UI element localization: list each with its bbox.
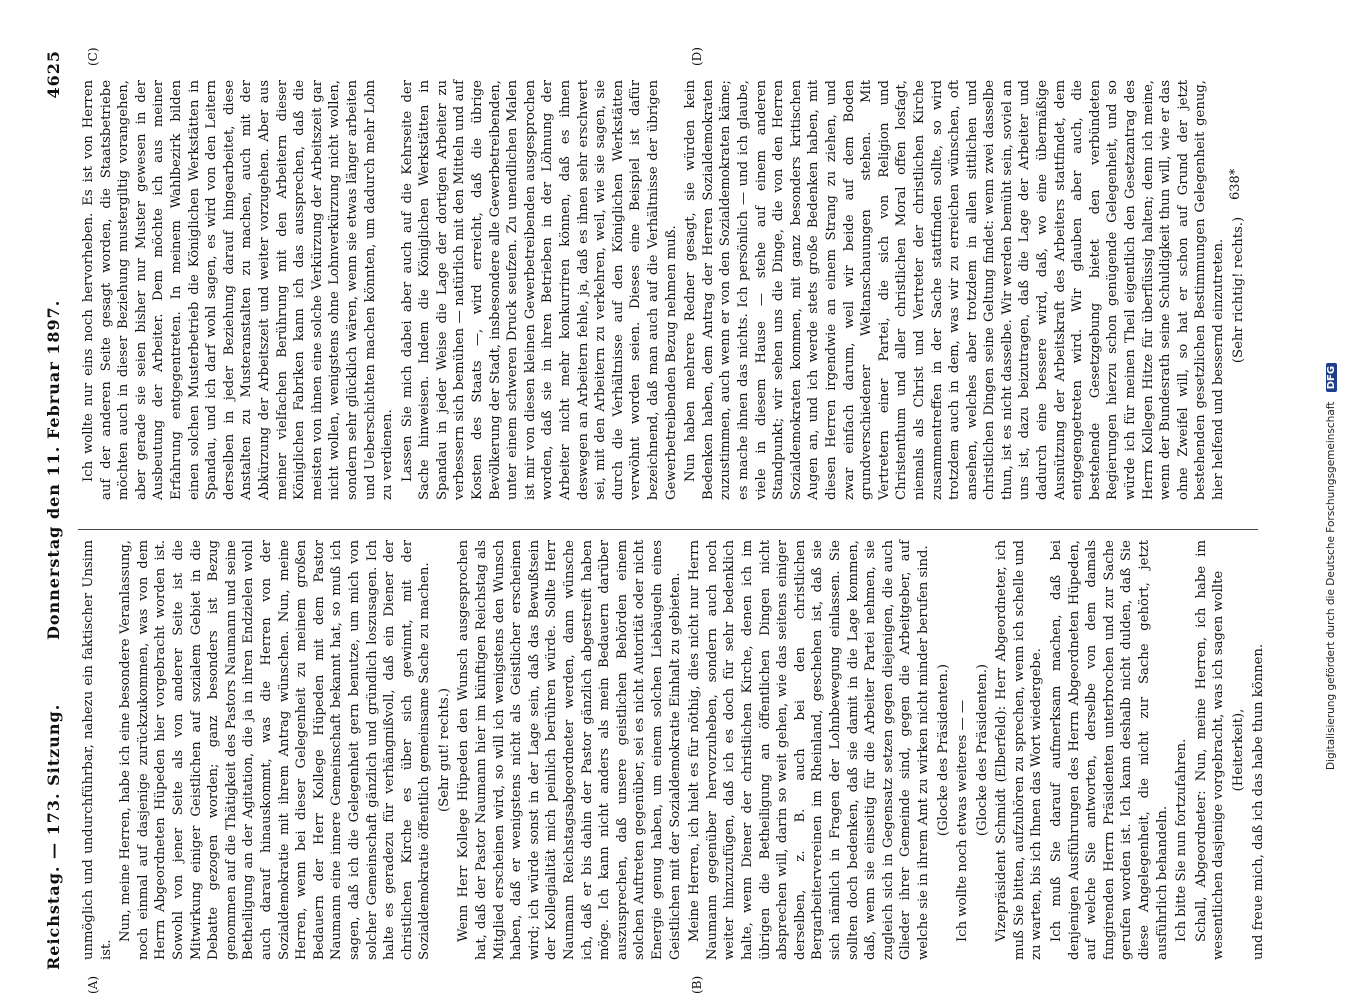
- credit-text: Digitalisierung gefördert durch die Deutsche Forschungsgemeinschaft: [1325, 401, 1337, 770]
- paragraph: Meine Herren, ich hielt es für nöthig, dies nicht nur Herrn Naumann gegenüber hervorzuheben, sondern auch noch weiter hinzuzufügen, daß ich es doch für sehr bedenklich halte, wenn Diener der christlichen Kirche, denen ich im übrigen die Betheiligung an öffentlichen Dingen nicht absprechen will, darin so weit gehen, wie das seitens einiger derselben, z. B. auch bei den christlichen Bergarbeitervereinen im Rheinland, geschehen ist, daß sie sich nämlich in Fragen der Lohnbewegung einlassen. Sie sollten doch bedenken, daß sie damit in die Lage kommen, daß, wenn sie einseitig für die Arbeiter Partei nehmen, sie zugleich sich in Gegensatz setzen gegen diejenigen, die auch Glieder ihrer Gemeinde sind, gegen die Arbeitgeber, auf welche sie in ihrem Amt zu wirken nicht minder berufen sind.: [687, 540, 931, 960]
- header-left: Reichstag. — 173. Sitzung.: [44, 703, 63, 970]
- paragraph: Ich bitte Sie nun fortzufahren.: [1174, 738, 1190, 942]
- page-header: [40, 50, 70, 970]
- paragraph: (Glocke des Präsidenten.): [935, 663, 951, 837]
- paragraph: Ich muß Sie darauf aufmerksam machen, daß bei denjenigen Ausführungen des Herrn Abgeordneten Hüpeden, auf welche Sie antworten, derselbe von dem damals fungirenden Herrn Präsidenten unterbrochen und zur Sache gerufen worden ist. Ich kann deshalb nicht dulden, daß Sie diese Angelegenheit, die nicht zur Sache gehört, jetzt ausführlich behandeln.: [1049, 540, 1170, 960]
- paragraph: Wenn Herr Kollege Hüpeden den Wunsch ausgesprochen hat, daß der Pastor Naumann hier im künftigen Reichstag als Mitglied erscheinen wird, so will ich wenigstens den Wunsch haben, daß er wenigstens nicht als Geistlicher erscheinen wird; ich würde sonst in der Lage sein, daß das Bewußtsein der Kollegialität mich peinlich berühren würde. Sollte Herr Naumann Reichstagsabgeordneter werden, dann wünsche ich, daß er bis dahin der Pastor gänzlich abgestreift haben möge. Ich kann nicht anders als mein Bedauern darüber auszusprechen, daß unsere geistlichen Behörden einem solchen Auftreten gegenüber, sei es nicht Autorität oder nicht Energie genug haben, um einem solchen Liebäugeln eines Geistlichen mit der Sozialdemokratie Einhalt zu gebieten.: [456, 540, 683, 960]
- paragraph: und freue mich, daß ich das habe thun können.: [1250, 643, 1266, 960]
- margin-marker-c: (C): [86, 47, 100, 66]
- left-column: [80, 540, 1266, 960]
- signature-mark: 638*: [1228, 168, 1243, 200]
- digitization-credit: [1325, 363, 1337, 770]
- paragraph: Nun, meine Herren, habe ich eine besondere Veranlassung, noch einmal auf dasjenige zurückzukommen, was von dem Herrn Abgeordneten Hüpeden hier vorgebracht worden ist. Sowohl von jener Seite als von anderer Seite ist die Mitwirkung einiger Geistlichen auf sozialem Gebiet in die Debatte gezogen worden; ganz besonders ist Bezug genommen auf die Thätigkeit des Pastors Naumann und seine Betheiligung an der Agitation, die ja in ihren Endzielen wohl auch darauf hinauskommt, was die Herren von der Sozialdemokratie mit ihrem Antrag wünschen. Nun, meine Herren, wenn bei dieser Gelegenheit zu meinem großen Bedauern der Herr Kollege Hüpeden mit dem Pastor Naumann eine innere Gemeinschaft bekannt hat, so muß ich sagen, daß ich die Gelegenheit gern benutze, um mich von solcher Gemeinschaft gänzlich und gründlich loszusagen. Ich halte es geradezu für verhängnißvoll, daß ein Diener der christlichen Kirche es über sich gewinnt, mit der Sozialdemokratie öffentlich gemeinsame Sache zu machen.: [118, 540, 433, 960]
- paragraph: Vizepräsident Schmidt (Elberfeld): Herr Abgeordneter, ich muß Sie bitten, aufzuhören zu sprechen, wenn ich schelle und zu warten, bis ich Ihnen das Wort wiedergebe.: [994, 540, 1045, 960]
- column-divider: [78, 529, 1258, 530]
- paragraph: unmöglich und undurchführbar, nahezu ein faktischer Unsinn ist.: [81, 540, 114, 960]
- paragraph: (Sehr richtig! rechts.): [1230, 216, 1246, 364]
- paragraph: Ich wollte nur eins noch hervorheben. Es ist von Herren auf der anderen Seite gesagt worden, die Staatsbetriebe möchten auch in dieser Beziehung mustergiltig vorangehen, aber gerade sie seien bisher nur Muster gewesen in der Ausbeutung der Arbeiter. Dem möchte ich aus meiner Erfahrung entgegentreten. In meinem Wahlbezirk bilden einen solchen Musterbetrieb die Königlichen Werkstätten in Spandau, und ich darf wohl sagen, es wird von den Leitern derselben in jeder Beziehung darauf hingearbeitet, diese Anstalten zu Musteranstalten zu machen, auch mit der Abkürzung der Arbeitszeit und weiter vorzugehen. Aber aus meiner vielfachen Berührung mit den Arbeitern dieser Königlichen Fabriken kann ich das aussprechen, daß die meisten von ihnen eine solche Verkürzung der Arbeitszeit gar nicht wollen, wenigstens ohne Lohnverkürzung nicht wollen, sondern sehr glücklich wären, wenn sie etwas länger arbeiten und Ueberschichten machen könnten, um dadurch mehr Lohn zu verdienen.: [81, 80, 396, 500]
- margin-marker-b: (B): [690, 975, 704, 994]
- header-date: Donnerstag den 11. Februar 1897.: [44, 299, 63, 640]
- paragraph: (Sehr gut! rechts.): [436, 687, 452, 813]
- paragraph: (Heiterkeit),: [1231, 708, 1246, 792]
- margin-marker-d: (D): [690, 47, 704, 66]
- paragraph: Ich wollte noch etwas weiteres — —: [955, 699, 971, 942]
- paragraph: (Glocke des Präsidenten.): [974, 663, 990, 837]
- paragraph: Schall, Abgeordneter: Nun, meine Herren, ich habe im wesentlichen dasjenige vorgebracht, was ich sagen wollte: [1193, 540, 1227, 960]
- paragraph: Lassen Sie mich dabei aber auch auf die Kehrseite der Sache hinweisen. Indem die Königlichen Werkstätten in Spandau in jeder Weise die Lage der dortigen Arbeiter zu verbessern sich bemühen — natürlich mit den Mitteln und auf Kosten des Staats —, wird erreicht, daß die übrige Bevölkerung der Stadt, insbesondere alle Gewerbetreibenden, unter einem schweren Druck seufzen. Zu unendlichen Malen ist mir von diesen kleinen Gewerbetreibenden ausgesprochen worden, daß sie in ihren Betrieben in der Löhnung der Arbeiter nicht mehr konkurriren können, daß es ihnen deswegen an Arbeitern fehle, ja, daß es ihnen sehr erschwert sei, mit den Arbeitern zu verkehren, weil, wie sie sagen, sie durch die Verhältnisse auf den Königlichen Werkstätten verwöhnt worden seien. Dieses eine Beispiel ist dafür bezeichnend, daß man auch auf die Verhältnisse der übrigen Gewerbetreibenden Bezug nehmen muß.: [399, 80, 679, 500]
- margin-marker-a: (A): [86, 975, 100, 994]
- paragraph: Nun haben mehrere Redner gesagt, sie würden kein Bedenken haben, dem Antrag der Herren Sozialdemokraten zuzustimmen, auch wenn er von den Sozialdemokraten käme; es mache ihnen das nichts. Ich persönlich — und ich glaube, viele in diesem Hause — stehe auf einem anderen Standpunkt; wir sehen uns die Dinge, die von den Herren Sozialdemokraten kommen, mit ganz besonders kritischen Augen an, und ich werde stets große Bedenken haben, mit diesen Herren irgendwie an einem Strang zu ziehen, und zwar einfach darum, weil wir beide auf dem Boden grundverschiedener Weltanschauungen stehen. Mit Vertretern einer Partei, die sich von Religion und Christenthum und aller christlichen Moral offen losfagt, niemals als Christ und Vertreter der christlichen Kirche zusammentreffen in der Sache stattfinden sollte, so wird trotzdem auch in dem, was wir zu erreichen wünschen, oft ansehen, welches aber trotzdem in allen sittlichen und christlichen Dingen seine Geltung findet: wenn zwei dasselbe thun, ist es nicht dasselbe. Wir werden bemüht sein, soviel an uns ist, dazu beizutragen, daß die Lage der Arbeiter und dadurch eine bessere wird, daß, wo eine übermäßige Ausnützung der Arbeitskraft des Arbeiters stattfindet, dem entgegengetreten wird. Wir glauben aber auch, die bestehende Gesetzgebung bietet den verbündeten Regierungen hierzu schon genügende Gelegenheit, und so würde ich für meinen Theil eigentlich den Gesetzantrag des Herrn Kollegen Hitze für überflüssig halten; denn ich meine, wenn der Bundesrath seine Schuldigkeit thun will, wie er das ohne Zweifel will, so hat er schon auf Grund der jetzt bestehenden gesetzlichen Bestimmungen Gelegenheit genug, hier helfend und bessernd einzutreten.: [683, 80, 1226, 500]
- right-column: [80, 80, 1260, 500]
- dfg-logo: DFG: [1326, 363, 1337, 392]
- page-number: 4625: [44, 50, 63, 99]
